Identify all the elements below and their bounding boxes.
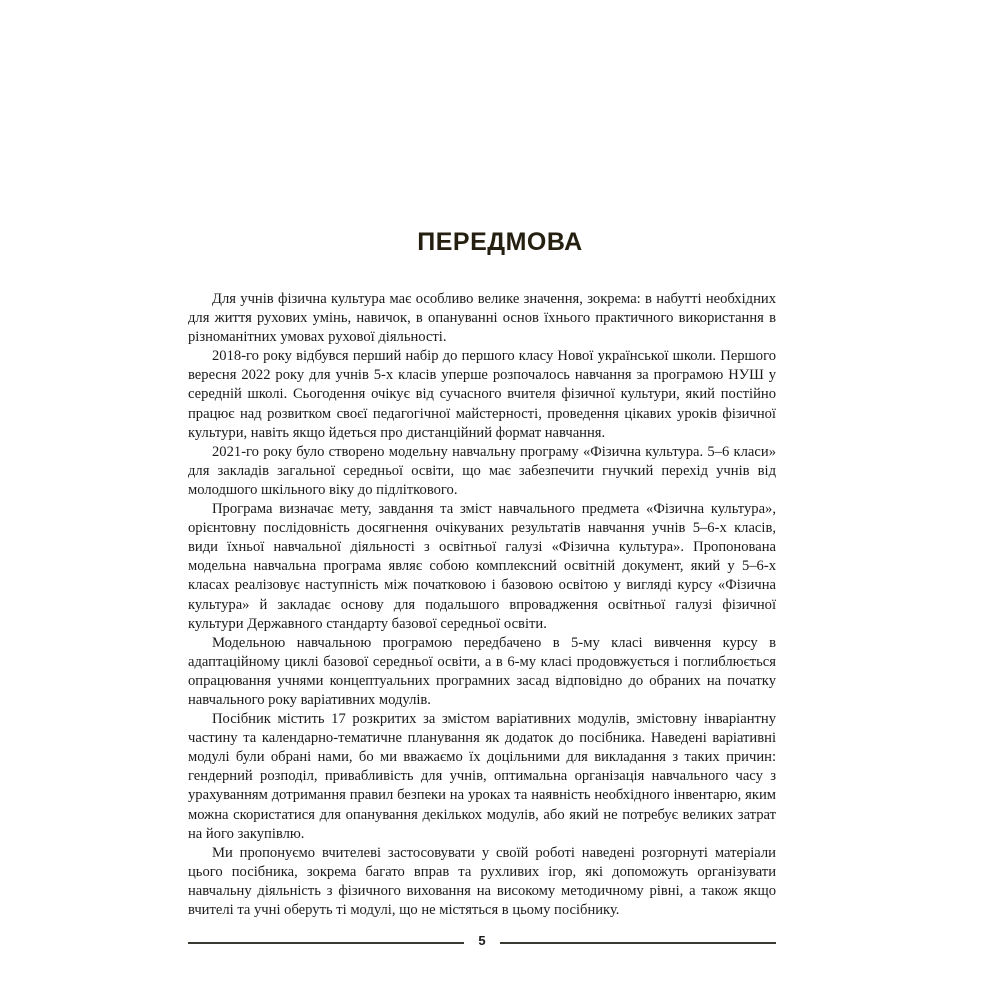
- paragraph-6: Посібник містить 17 розкритих за змістом варіативних модулів, змістовну інваріантну частину та календарно-тематичне планування як додаток до посібника. Наведені варіативні модулі були обрані нами, бо ми вважаємо їх доцільними для викладання з таких причин: гендерний розподіл, привабливість для учнів, оптимальна організація навчального часу з урахуванням дотримання правил безпеки на уроках та наявність необхідного інвентарю, яким можна скористатися для опанування декількох модулів, або який не потребує великих затрат на його закупівлю.: [188, 711, 776, 842]
- page-footer: [188, 934, 776, 950]
- paragraph-1: Для учнів фізична культура має особливо велике значення, зокрема: в набутті необхідних для життя рухових умінь, навичок, в опануванні основ їхнього практичного використання в різноманітних умовах рухової діяльності.: [188, 291, 776, 346]
- page-title: ПЕРЕДМОВА: [417, 228, 583, 256]
- paragraph-7: Ми пропонуємо вчителеві застосовувати у своїй роботі наведені розгорнуті матеріали цього посібника, зокрема багато вправ та рухливих ігор, які допоможуть організувати навчальну діяльність з фізичного виховання на високому методичному рівні, а також якщо вчителі та учні оберуть ті модулі, що не містяться в цьому посібнику.: [188, 844, 776, 918]
- paragraph-4: Програма визначає мету, завдання та зміст навчального предмета «Фізична культура», орієнтовну послідовність досягнення очікуваних результатів навчання учнів 5–6-х класів, види їхньої навчальної діяльності з освітньої галузі «Фізична культура». Пропонована модельна навчальна програма являє собою комплексний освітній документ, який у 5–6-х класах реалізовує наступність між початковою і базовою освітою у вигляді курсу «Фізична культура» й закладає основу для подальшого впровадження освітньої галузі фізичної культури Державного стандарту базової середньої освіти.: [188, 501, 776, 632]
- paragraph-3: 2021-го року було створено модельну навчальну програму «Фізична культура. 5–6 класи» для закладів загальної середньої освіти, що має забезпечити гнучкий перехід учнів від молодшого шкільного віку до підліткового.: [188, 443, 776, 498]
- paragraph-2: 2018-го року відбувся перший набір до першого класу Нової української школи. Першого вересня 2022 року для учнів 5-х класів уперше розпочалось навчання за програмою НУШ у середній школі. Сьогодення очікує від сучасного вчителя фізичної культури, який постійно працює над розвитком своєї педагогічної майстерності, проведення цікавих уроків фізичної культури, навіть якщо йдеться про дистанційний формат навчання.: [188, 348, 776, 441]
- preface-body: [188, 290, 776, 920]
- footer-rule-right: [500, 942, 776, 944]
- page-number: 5: [478, 933, 486, 948]
- paragraph-5: Модельною навчальною програмою передбачено в 5-му класі вивчення курсу в адаптаційному циклі базової середньої освіти, а в 6-му класі продовжується і поглиблюється опрацювання учнями концептуальних програмних засад відповідно до обраних на початку навчального року варіативних модулів.: [188, 634, 776, 708]
